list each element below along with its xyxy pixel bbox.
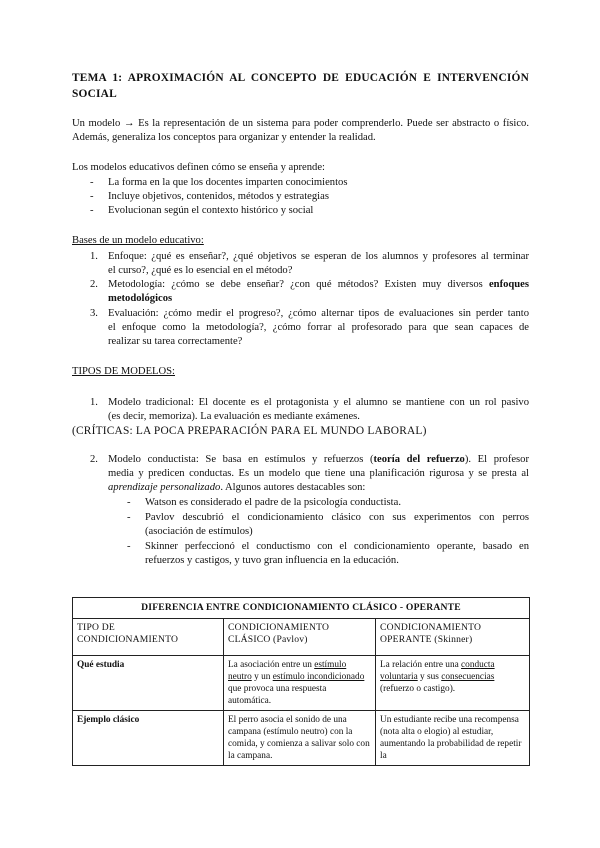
- bases-item-3: [108, 307, 529, 349]
- italic-term: aprendizaje personalizado: [108, 482, 221, 493]
- cell-text: La relación entre una: [380, 660, 462, 670]
- line-text: el curso?, ¿qué es lo esencial en el método?: [108, 265, 293, 276]
- types-heading: [72, 365, 175, 379]
- column-header-type: [73, 619, 224, 656]
- table-row: [73, 656, 530, 711]
- models-lead-text: Los modelos educativos definen cómo se enseña y aprende:: [72, 162, 325, 173]
- author-pavlov: [145, 511, 529, 539]
- dash-marker: -: [90, 177, 94, 188]
- header-line: CLÁSICO (Pavlov): [228, 634, 308, 645]
- number-marker: 2.: [90, 279, 98, 290]
- line-text: Pavlov descubrió el condicionamiento clásico con sus experimentos con perros: [145, 512, 529, 523]
- critique-note: [72, 424, 427, 438]
- list-item: [108, 204, 313, 218]
- line-text: (asociación de estímulos): [145, 526, 253, 537]
- line-text: Enfoque: ¿qué es enseñar?, ¿qué objetivos se esperan de los alumnos y profesores al terminar: [108, 251, 529, 262]
- bases-item-1: [108, 250, 529, 278]
- underlined-term: conducta voluntaria: [380, 660, 495, 682]
- table-title: DIFERENCIA ENTRE CONDICIONAMIENTO CLÁSICO - OPERANTE: [73, 598, 530, 619]
- bases-item-2: [108, 278, 529, 306]
- bullet-dash-2: [90, 190, 94, 204]
- bases-num-1: [90, 250, 98, 264]
- underlined-term: estímulo incondicionado: [272, 672, 365, 682]
- document-title-text: TEMA 1: APROXIMACIÓN AL CONCEPTO DE EDUCACIÓN E INTERVENCIÓN SOCIAL: [72, 72, 529, 100]
- author-dash-2: [127, 511, 131, 525]
- intro-paragraph: [72, 117, 529, 145]
- header-line: CONDICIONAMIENTO: [77, 634, 179, 645]
- row-label: Qué estudia: [73, 656, 224, 711]
- dash-marker: -: [90, 205, 94, 216]
- underlined-term: estímulo neutro: [228, 660, 347, 682]
- number-marker: 1.: [90, 397, 98, 408]
- operant-cell: [376, 656, 530, 711]
- author-watson: [145, 496, 529, 510]
- underlined-term: consecuencias: [441, 672, 495, 682]
- line-text: Metodología: ¿cómo se debe enseñar? ¿con qué métodos? Existen muy diversos: [108, 279, 489, 290]
- cell-text: y un: [251, 672, 273, 682]
- traditional-model: [108, 396, 529, 424]
- cell-text: (refuerzo o castigo).: [380, 684, 456, 694]
- comparison-table: [72, 597, 530, 766]
- line-text: Modelo conductista: Se basa en estímulos y refuerzos (: [108, 454, 374, 465]
- cell-text: y sus: [417, 672, 442, 682]
- author-skinner: [145, 540, 529, 568]
- bases-num-2: [90, 278, 98, 292]
- dash-marker: -: [127, 512, 131, 523]
- list-item: [108, 176, 347, 190]
- bold-term: metodológicos: [108, 293, 173, 304]
- types-heading-text: TIPOS DE MODELOS:: [72, 366, 175, 377]
- line-text: Evaluación: ¿cómo medir el progreso?, ¿cómo alternar tipos de evaluaciones sin perder tanto: [108, 308, 529, 319]
- bases-num-3: [90, 307, 98, 321]
- bullet-dash-1: [90, 176, 94, 190]
- bold-term: teoría del refuerzo: [373, 454, 465, 465]
- line-text: realizar su tarea correctamente?: [108, 336, 243, 347]
- behaviorist-model: [108, 453, 529, 495]
- intro-text: Es la representación de un sistema para poder comprenderlo. Puede ser abstracto o físico. Además, generaliza los conceptos para organizar y entender la realidad.: [72, 118, 529, 143]
- arrow-icon: →: [123, 118, 135, 129]
- critique-text: (CRÍTICAS: LA POCA PREPARACIÓN PARA EL MUNDO LABORAL): [72, 425, 427, 437]
- bullet-dash-3: [90, 204, 94, 218]
- table-header-row: [73, 619, 530, 656]
- types-num-2: [90, 453, 98, 467]
- bold-term: enfoques: [488, 279, 529, 290]
- author-dash-3: [127, 540, 131, 554]
- line-text: Skinner perfeccionó el conductismo con el condicionamiento operante, basado en: [145, 541, 529, 552]
- line-text: media y predicen conductas. Es un modelo que tiene una planificación rigurosa y se presta al: [108, 468, 529, 479]
- classic-cell: [224, 656, 376, 711]
- header-line: OPERANTE (Skinner): [380, 634, 473, 645]
- line-text: Modelo tradicional: El docente es el protagonista y el alumno se mantiene con un rol pasivo: [108, 397, 529, 408]
- bases-heading-text: Bases de un modelo educativo:: [72, 235, 204, 246]
- list-item-text: Incluye objetivos, contenidos, métodos y estrategias: [108, 191, 329, 202]
- cell-text: La asociación entre un: [228, 660, 315, 670]
- bases-heading: [72, 234, 204, 248]
- dash-marker: -: [90, 191, 94, 202]
- line-text: ). El profesor: [464, 454, 530, 465]
- types-num-1: [90, 396, 98, 410]
- header-line: TIPO DE: [77, 622, 115, 633]
- column-header-classic: [224, 619, 376, 656]
- line-text: refuerzos y castigos, y tuvo gran influencia en la educación.: [145, 555, 399, 566]
- intro-term: Un modelo: [72, 118, 121, 129]
- table-row: [73, 711, 530, 766]
- header-line: CONDICIONAMIENTO: [228, 622, 330, 633]
- list-item-text: La forma en la que los docentes imparten conocimientos: [108, 177, 348, 188]
- classic-cell: El perro asocia el sonido de una campana (estímulo neutro) con la comida, y comienza a salivar solo con la campana.: [224, 711, 376, 766]
- author-dash-1: [127, 496, 131, 510]
- header-line: CONDICIONAMIENTO: [380, 622, 482, 633]
- table-title-row: [73, 598, 530, 619]
- document-title: [72, 70, 529, 102]
- list-item-text: Evolucionan según el contexto histórico y social: [108, 205, 314, 216]
- number-marker: 2.: [90, 454, 98, 465]
- column-header-operant: [376, 619, 530, 656]
- number-marker: 1.: [90, 251, 98, 262]
- list-item: [108, 190, 329, 204]
- line-text: (es decir, memoriza). La evaluación es mediante exámenes.: [108, 411, 360, 422]
- dash-marker: -: [127, 497, 131, 508]
- line-text: . Algunos autores destacables son:: [220, 482, 366, 493]
- operant-cell: Un estudiante recibe una recompensa (nota alta o elogio) al estudiar, aumentando la probabilidad de repetir la: [376, 711, 530, 766]
- row-label: Ejemplo clásico: [73, 711, 224, 766]
- dash-marker: -: [127, 541, 131, 552]
- models-lead: [72, 161, 529, 175]
- cell-text: que provoca una respuesta automática.: [228, 684, 327, 706]
- number-marker: 3.: [90, 308, 98, 319]
- line-text: Watson es considerado el padre de la psicología conductista.: [145, 497, 401, 508]
- line-text: el enfoque como la metodología?, ¿cómo forrar al profesorado para que sean capaces de: [108, 322, 529, 333]
